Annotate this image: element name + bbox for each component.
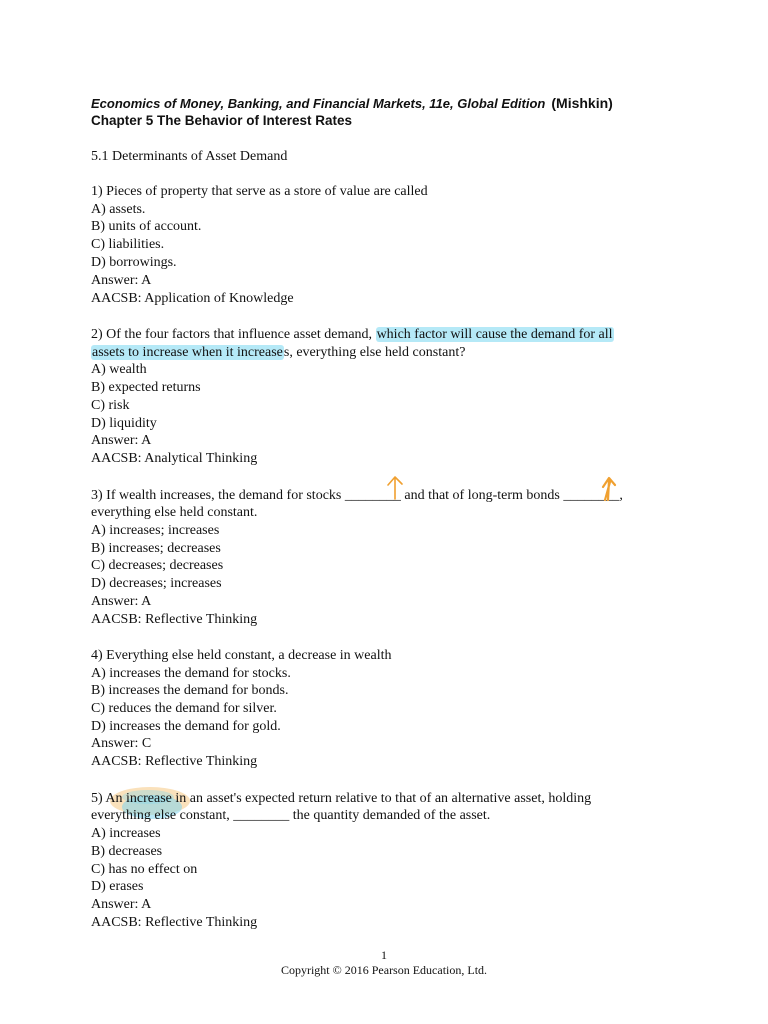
highlighted-text: which factor will cause the demand for all xyxy=(376,327,613,342)
section-heading: 5.1 Determinants of Asset Demand xyxy=(91,149,288,164)
question-2-stem-text: s, everything else held constant? xyxy=(283,345,466,360)
question-5-option-b: B) decreases xyxy=(91,844,163,859)
question-3-stem-line-2: everything else held constant. xyxy=(91,505,258,520)
question-1-answer: Answer: A xyxy=(91,273,152,288)
question-5-stem-line-2: everything else constant, ________ the quantity demanded of the asset. xyxy=(91,808,491,823)
question-2-option-d: D) liquidity xyxy=(91,416,157,431)
question-2-option-c: C) risk xyxy=(91,398,130,413)
question-3-aacsb: AACSB: Reflective Thinking xyxy=(91,612,258,627)
question-4-option-a: A) increases the demand for stocks. xyxy=(91,666,291,681)
question-2-answer: Answer: A xyxy=(91,433,152,448)
copyright-notice: Copyright © 2016 Pearson Education, Ltd. xyxy=(280,963,488,977)
question-4-aacsb: AACSB: Reflective Thinking xyxy=(91,754,258,769)
chapter-title: Chapter 5 The Behavior of Interest Rates xyxy=(91,113,353,128)
question-3-answer: Answer: A xyxy=(91,594,152,609)
question-5-answer: Answer: A xyxy=(91,897,152,912)
author: (Mishkin) xyxy=(551,95,613,111)
question-1-option-a: A) assets. xyxy=(91,202,146,217)
question-1-option-c: C) liabilities. xyxy=(91,237,165,252)
question-1-stem: 1) Pieces of property that serve as a store of value are called xyxy=(91,184,428,199)
question-5-option-d: D) erases xyxy=(91,879,144,894)
question-4-answer: Answer: C xyxy=(91,736,152,751)
question-5-aacsb: AACSB: Reflective Thinking xyxy=(91,915,258,930)
question-2-stem-line-1 xyxy=(91,326,614,344)
question-5-stem-line-1: 5) An increase in an asset's expected return relative to that of an alternative asset, holding xyxy=(91,791,592,806)
question-2-option-a: A) wealth xyxy=(91,362,147,377)
book-title-line xyxy=(91,95,613,112)
question-4-option-c: C) reduces the demand for silver. xyxy=(91,701,277,716)
question-4-option-d: D) increases the demand for gold. xyxy=(91,719,281,734)
question-5-option-c: C) has no effect on xyxy=(91,862,198,877)
question-1-option-d: D) borrowings. xyxy=(91,255,177,270)
up-arrow-icon xyxy=(594,474,624,504)
question-4-stem: 4) Everything else held constant, a decrease in wealth xyxy=(91,648,392,663)
question-3-stem-line-1: 3) If wealth increases, the demand for stocks ________ and that of long-term bonds ________, xyxy=(91,488,623,503)
question-1-aacsb: AACSB: Application of Knowledge xyxy=(91,291,294,306)
question-2-stem-line-2 xyxy=(91,344,465,362)
question-2-stem-text: 2) Of the four factors that influence asset demand, xyxy=(91,327,376,342)
question-2-aacsb: AACSB: Analytical Thinking xyxy=(91,451,258,466)
question-5-option-a: A) increases xyxy=(91,826,161,841)
highlighted-text: assets to increase when it increase xyxy=(92,345,283,360)
book-title: Economics of Money, Banking, and Financial Markets, 11e, Global Edition xyxy=(91,96,546,111)
question-2-option-b: B) expected returns xyxy=(91,380,201,395)
up-arrow-icon xyxy=(380,473,410,503)
question-1-option-b: B) units of account. xyxy=(91,219,202,234)
question-3-option-d: D) decreases; increases xyxy=(91,576,222,591)
page-number: 1 xyxy=(381,948,387,962)
question-3-option-a: A) increases; increases xyxy=(91,523,220,538)
question-4-option-b: B) increases the demand for bonds. xyxy=(91,683,289,698)
question-3-option-b: B) increases; decreases xyxy=(91,541,221,556)
question-3-option-c: C) decreases; decreases xyxy=(91,558,224,573)
